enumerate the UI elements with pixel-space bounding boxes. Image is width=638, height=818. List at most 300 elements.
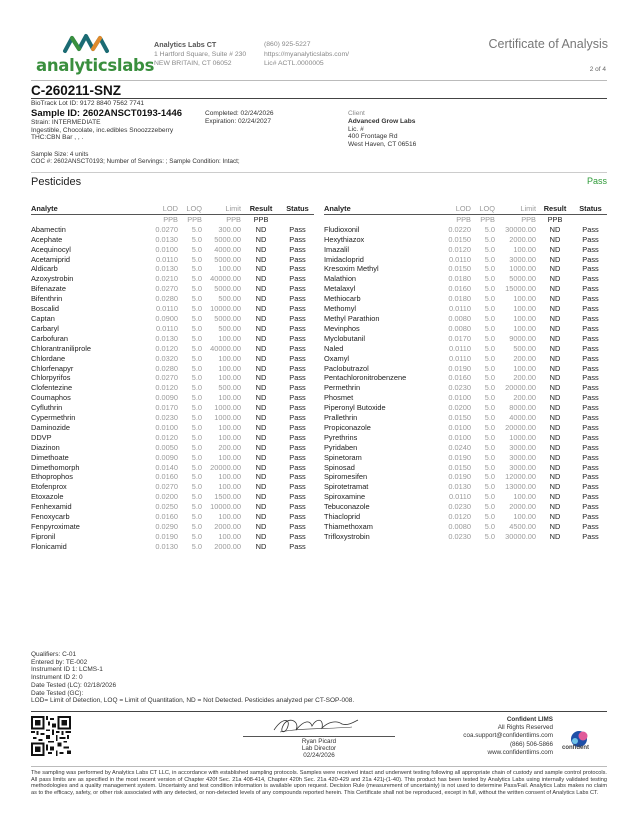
table-row	[31, 344, 314, 354]
result-value: ND	[549, 234, 561, 244]
lod-value: 0.0050	[155, 442, 178, 452]
limit-value: 1000.00	[214, 413, 241, 423]
analyte-name: Methiocarb	[324, 294, 361, 304]
result-value: ND	[255, 363, 267, 373]
lab-info	[154, 40, 246, 69]
date-tested-lc: Date Tested (LC): 02/18/2026	[31, 681, 117, 689]
analyte-name: Oxamyl	[324, 353, 350, 363]
status-value: Pass	[582, 274, 599, 284]
header-analyte: Analyte	[324, 204, 428, 214]
lod-value: 0.0130	[155, 234, 178, 244]
analyte-name: Fenoxycarb	[31, 512, 70, 522]
result-value: ND	[255, 383, 267, 393]
limit-value: 200.00	[218, 442, 241, 452]
loq-value: 5.0	[191, 422, 202, 432]
result-value: ND	[549, 313, 561, 323]
lab-name: Analytics Labs CT	[154, 40, 217, 49]
status-value: Pass	[289, 462, 306, 472]
lod-value: 0.0100	[448, 422, 471, 432]
lod-value: 0.0180	[448, 294, 471, 304]
analyte-name: Chlordane	[31, 353, 66, 363]
loq-value: 5.0	[191, 472, 202, 482]
analyte-name: Phosmet	[324, 393, 354, 403]
limit-value: 20000.00	[505, 422, 536, 432]
client-label: Client	[348, 110, 365, 117]
lod-value: 0.0160	[448, 373, 471, 383]
analyte-name: Pyrethrins	[324, 432, 358, 442]
status-value: Pass	[582, 333, 599, 343]
limit-value: 100.00	[513, 313, 536, 323]
loq-value: 5.0	[191, 531, 202, 541]
analyte-name: Acetamiprid	[31, 254, 71, 264]
lod-value: 0.0180	[448, 274, 471, 284]
limit-value: 100.00	[218, 531, 241, 541]
loq-value: 5.0	[191, 254, 202, 264]
limit-value: 5000.00	[214, 254, 241, 264]
lod-value: 0.0110	[448, 353, 471, 363]
limit-value: 500.00	[218, 294, 241, 304]
section-title: Pesticides	[31, 176, 82, 188]
analyte-name: Captan	[31, 313, 55, 323]
analyte-name: Pyridaben	[324, 442, 358, 452]
table-row	[31, 314, 314, 324]
lab-address-line1: 1 Hartford Square, Suite # 230	[154, 50, 247, 58]
result-value: ND	[255, 482, 267, 492]
table-row	[324, 373, 607, 383]
limit-value: 5000.00	[214, 313, 241, 323]
table-row	[324, 294, 607, 304]
loq-value: 5.0	[484, 512, 495, 522]
sample-size-info	[31, 151, 240, 165]
analyte-name: Acequinocyl	[31, 244, 71, 254]
analyte-name: Aldicarb	[31, 264, 58, 274]
table-row	[31, 334, 314, 344]
analyte-name: Pentachloronitrobenzene	[324, 373, 407, 383]
result-value: ND	[549, 363, 561, 373]
status-value: Pass	[289, 422, 306, 432]
limit-value: 100.00	[218, 333, 241, 343]
lod-value: 0.0110	[155, 254, 178, 264]
lims-website[interactable]: www.confidentlims.com	[487, 748, 553, 756]
status-value: Pass	[289, 531, 306, 541]
lims-phone: (866) 506-5866	[509, 740, 553, 748]
loq-value: 5.0	[191, 452, 202, 462]
lod-value: 0.0140	[155, 462, 178, 472]
limit-value: 1500.00	[214, 492, 241, 502]
status-value: Pass	[582, 393, 599, 403]
page-number: 2 of 4	[589, 66, 606, 73]
qr-code[interactable]	[31, 716, 71, 756]
table-row	[324, 443, 607, 453]
result-value: ND	[255, 323, 267, 333]
analyte-name: Malathion	[324, 274, 357, 284]
unit-lod: PPB	[456, 214, 471, 224]
result-value: ND	[255, 343, 267, 353]
status-value: Pass	[289, 224, 306, 234]
status-value: Pass	[582, 313, 599, 323]
header-limit: Limit	[495, 204, 536, 214]
result-value: ND	[549, 264, 561, 274]
lod-value: 0.0270	[155, 224, 178, 234]
entered-by: Entered by: TE-002	[31, 658, 88, 666]
result-value: ND	[549, 224, 561, 234]
lod-value: 0.0230	[448, 502, 471, 512]
product: Ingestible, Chocolate, inc.edibles Snoozzzeberry	[31, 126, 174, 134]
test-notes	[31, 651, 354, 705]
loq-value: 5.0	[484, 343, 495, 353]
analyte-name: Clofentezine	[31, 383, 73, 393]
table-row	[31, 482, 314, 492]
result-value: ND	[549, 294, 561, 304]
result-value: ND	[549, 353, 561, 363]
lod-value: 0.0190	[448, 452, 471, 462]
loq-value: 5.0	[484, 442, 495, 452]
analyte-name: Dimethoate	[31, 452, 69, 462]
analyte-name: Spinetoram	[324, 452, 362, 462]
result-value: ND	[255, 313, 267, 323]
result-value: ND	[255, 432, 267, 442]
signature	[270, 714, 360, 738]
loq-value: 5.0	[191, 403, 202, 413]
table-row	[324, 463, 607, 473]
limit-value: 200.00	[513, 353, 536, 363]
result-value: ND	[549, 452, 561, 462]
lod-value: 0.0230	[155, 413, 178, 423]
table-row	[31, 413, 314, 423]
lab-contact	[264, 40, 349, 69]
table-row	[324, 264, 607, 274]
lod-value: 0.0210	[155, 274, 178, 284]
lod-value: 0.0170	[155, 403, 178, 413]
loq-value: 5.0	[484, 472, 495, 482]
analyte-name: Naled	[324, 343, 344, 353]
table-row	[31, 393, 314, 403]
lod-value: 0.0130	[448, 482, 471, 492]
loq-value: 5.0	[484, 363, 495, 373]
lims-rights: All Rights Reserved	[497, 724, 553, 732]
instrument-2: Instrument ID 2: 0	[31, 674, 83, 682]
analyte-name: Fenhexamid	[31, 502, 72, 512]
unit-loq: PPB	[187, 214, 202, 224]
analyte-name: Methyl Parathion	[324, 313, 380, 323]
result-value: ND	[255, 254, 267, 264]
limit-value: 4000.00	[214, 244, 241, 254]
status-value: Pass	[582, 383, 599, 393]
table-row	[31, 264, 314, 274]
client-address2: West Haven, CT 06516	[348, 141, 417, 149]
lod-value: 0.0120	[155, 383, 178, 393]
header-status: Status	[574, 204, 607, 214]
table-row	[324, 423, 607, 433]
loq-value: 5.0	[484, 393, 495, 403]
lod-value: 0.0190	[448, 472, 471, 482]
result-value: ND	[549, 244, 561, 254]
lod-value: 0.0150	[448, 413, 471, 423]
limit-value: 100.00	[513, 363, 536, 373]
result-value: ND	[255, 541, 267, 551]
status-value: Pass	[582, 343, 599, 353]
lod-value: 0.0110	[448, 254, 471, 264]
status-value: Pass	[582, 472, 599, 482]
loq-value: 5.0	[484, 383, 495, 393]
table-row	[31, 354, 314, 364]
unit-result: PPB	[547, 214, 563, 224]
limit-value: 100.00	[513, 323, 536, 333]
status-value: Pass	[582, 304, 599, 314]
table-row	[324, 324, 607, 334]
limit-value: 100.00	[218, 353, 241, 363]
analyte-name: Daminozide	[31, 422, 71, 432]
limit-value: 9000.00	[509, 333, 536, 343]
loq-value: 5.0	[191, 353, 202, 363]
lod-value: 0.0250	[155, 502, 178, 512]
loq-value: 5.0	[191, 502, 202, 512]
result-value: ND	[255, 502, 267, 512]
status-value: Pass	[582, 254, 599, 264]
status-value: Pass	[289, 333, 306, 343]
analyte-name: Coumaphos	[31, 393, 71, 403]
loq-value: 5.0	[484, 264, 495, 274]
result-value: ND	[549, 373, 561, 383]
lims-email[interactable]: coa.support@confidentlims.com	[463, 732, 553, 740]
dates-info	[205, 110, 274, 126]
analyte-name: Piperonyl Butoxide	[324, 403, 386, 413]
limit-value: 100.00	[218, 482, 241, 492]
lod-value: 0.0080	[448, 522, 471, 531]
analyte-name: Etofenprox	[31, 482, 67, 492]
client-address1: 400 Frontage Rd	[348, 133, 398, 141]
divider	[31, 80, 607, 81]
status-value: Pass	[289, 353, 306, 363]
result-value: ND	[549, 492, 561, 502]
limit-value: 500.00	[513, 343, 536, 353]
loq-value: 5.0	[191, 512, 202, 522]
lod-value: 0.0110	[448, 343, 471, 353]
limit-value: 2000.00	[509, 502, 536, 512]
header-loq: LOQ	[471, 204, 495, 214]
loq-value: 5.0	[191, 442, 202, 452]
loq-value: 5.0	[191, 323, 202, 333]
table-row	[324, 393, 607, 403]
loq-value: 5.0	[191, 333, 202, 343]
unit-lod: PPB	[163, 214, 178, 224]
limit-value: 2000.00	[214, 541, 241, 551]
analyte-name: Fenpyroximate	[31, 522, 80, 531]
sample-code: C-260211-SNZ	[31, 83, 122, 98]
result-value: ND	[549, 462, 561, 472]
table-row	[31, 255, 314, 265]
status-value: Pass	[289, 313, 306, 323]
table-row	[324, 522, 607, 532]
lod-value: 0.0120	[448, 244, 471, 254]
loq-value: 5.0	[484, 413, 495, 423]
analyte-name: Bifenazate	[31, 284, 66, 294]
status-value: Pass	[582, 452, 599, 462]
table-row	[31, 443, 314, 453]
lod-value: 0.0270	[155, 482, 178, 492]
result-value: ND	[255, 422, 267, 432]
table-row	[31, 274, 314, 284]
table-row	[324, 284, 607, 294]
table-row	[324, 304, 607, 314]
limit-value: 30000.00	[505, 224, 536, 234]
limit-value: 300.00	[218, 224, 241, 234]
table-row	[324, 512, 607, 522]
logo-wordmark: analyticslabs	[36, 56, 155, 75]
completed-date: Completed: 02/24/2026	[205, 110, 274, 117]
result-value: ND	[255, 234, 267, 244]
loq-value: 5.0	[484, 482, 495, 492]
limit-value: 100.00	[218, 422, 241, 432]
header-lod: LOD	[428, 204, 471, 214]
unit-loq: PPB	[480, 214, 495, 224]
analyte-name: Carbofuran	[31, 333, 68, 343]
loq-value: 5.0	[191, 492, 202, 502]
qualifiers: Qualifiers: C-01	[31, 651, 77, 658]
lod-value: 0.0900	[155, 313, 178, 323]
lod-value: 0.0200	[155, 492, 178, 502]
lod-value: 0.0150	[448, 264, 471, 274]
result-value: ND	[549, 422, 561, 432]
result-value: ND	[255, 393, 267, 403]
status-value: Pass	[289, 472, 306, 482]
table-row	[324, 354, 607, 364]
strain: Strain: INTERMEDIATE	[31, 118, 101, 126]
loq-value: 5.0	[191, 462, 202, 472]
loq-value: 5.0	[191, 343, 202, 353]
result-value: ND	[255, 304, 267, 314]
lab-address-line2: NEW BRITAIN, CT 06052	[154, 60, 232, 68]
lod-value: 0.0090	[155, 452, 178, 462]
result-value: ND	[549, 343, 561, 353]
analyte-name: Flonicamid	[31, 541, 67, 551]
lod-value: 0.0120	[448, 512, 471, 522]
table-row	[31, 403, 314, 413]
divider	[31, 711, 607, 712]
lab-website[interactable]: https://myanalyticslabs.com/	[264, 50, 349, 58]
limit-value: 2000.00	[214, 522, 241, 531]
limit-value: 4500.00	[509, 522, 536, 531]
header-analyte: Analyte	[31, 204, 129, 214]
result-value: ND	[549, 274, 561, 284]
table-row	[324, 383, 607, 393]
loq-value: 5.0	[484, 254, 495, 264]
analyte-name: Azoxystrobin	[31, 274, 74, 284]
limit-value: 10000.00	[210, 502, 241, 512]
limit-value: 3000.00	[509, 254, 536, 264]
loq-value: 5.0	[484, 403, 495, 413]
lod-value: 0.0280	[155, 294, 178, 304]
status-value: Pass	[582, 244, 599, 254]
status-value: Pass	[582, 502, 599, 512]
lod-value: 0.0130	[155, 264, 178, 274]
table-row	[31, 324, 314, 334]
table-row	[324, 245, 607, 255]
lod-value: 0.0220	[448, 224, 471, 234]
divider	[31, 98, 607, 99]
limit-value: 200.00	[513, 393, 536, 403]
loq-value: 5.0	[191, 363, 202, 373]
status-value: Pass	[289, 502, 306, 512]
lod-value: 0.0290	[155, 522, 178, 531]
status-value: Pass	[582, 294, 599, 304]
loq-value: 5.0	[484, 284, 495, 294]
status-value: Pass	[582, 512, 599, 522]
signer-name: Ryan Picard	[301, 738, 337, 745]
status-value: Pass	[289, 234, 306, 244]
sample-size: Sample Size: 4 units	[31, 151, 89, 158]
result-value: ND	[255, 413, 267, 423]
lod-value: 0.0160	[155, 512, 178, 522]
table-row	[324, 314, 607, 324]
result-value: ND	[255, 274, 267, 284]
limit-value: 1000.00	[509, 264, 536, 274]
status-value: Pass	[582, 413, 599, 423]
result-value: ND	[549, 442, 561, 452]
result-value: ND	[255, 472, 267, 482]
table-row	[31, 532, 314, 542]
lod-value: 0.0100	[155, 422, 178, 432]
table-row	[31, 522, 314, 532]
status-value: Pass	[289, 363, 306, 373]
lod-value: 0.0120	[155, 432, 178, 442]
lod-value: 0.0200	[448, 403, 471, 413]
analyte-name: Ethoprophos	[31, 472, 73, 482]
legend-note: LOD= Limit of Detection, LOQ = Limit of Quantitation, ND = Not Detected. Pesticides analyzed per CT-SOP-008.	[31, 697, 355, 705]
result-value: ND	[549, 333, 561, 343]
lod-value: 0.0110	[155, 323, 178, 333]
limit-value: 5000.00	[214, 284, 241, 294]
analyte-name: Propiconazole	[324, 422, 371, 432]
result-value: ND	[549, 323, 561, 333]
status-value: Pass	[289, 442, 306, 452]
status-value: Pass	[582, 422, 599, 432]
biotrack-lot: BioTrack Lot ID: 9172 8840 7562 7741	[31, 100, 145, 107]
limit-value: 200.00	[513, 373, 536, 383]
table-row	[324, 235, 607, 245]
analyte-name: Tebuconazole	[324, 502, 370, 512]
result-value: ND	[549, 512, 561, 522]
analyte-name: Cypermethrin	[31, 413, 76, 423]
result-value: ND	[549, 502, 561, 512]
result-value: ND	[255, 333, 267, 343]
status-value: Pass	[289, 432, 306, 442]
limit-value: 100.00	[513, 244, 536, 254]
status-value: Pass	[582, 234, 599, 244]
result-value: ND	[549, 393, 561, 403]
table-row	[31, 423, 314, 433]
limit-value: 20000.00	[210, 462, 241, 472]
analyte-name: Mevinphos	[324, 323, 360, 333]
lod-value: 0.0270	[155, 373, 178, 383]
loq-value: 5.0	[484, 294, 495, 304]
analyte-name: Fipronil	[31, 531, 56, 541]
table-row	[324, 403, 607, 413]
loq-value: 5.0	[484, 234, 495, 244]
status-value: Pass	[582, 403, 599, 413]
document-title: Certificate of Analysis	[488, 37, 608, 51]
header-lod: LOD	[129, 204, 178, 214]
result-value: ND	[255, 522, 267, 531]
result-value: ND	[255, 244, 267, 254]
lod-value: 0.0170	[448, 333, 471, 343]
limit-value: 100.00	[513, 492, 536, 502]
lod-value: 0.0230	[448, 383, 471, 393]
limit-value: 100.00	[513, 512, 536, 522]
status-value: Pass	[289, 304, 306, 314]
status-value: Pass	[289, 323, 306, 333]
limit-value: 3000.00	[509, 452, 536, 462]
